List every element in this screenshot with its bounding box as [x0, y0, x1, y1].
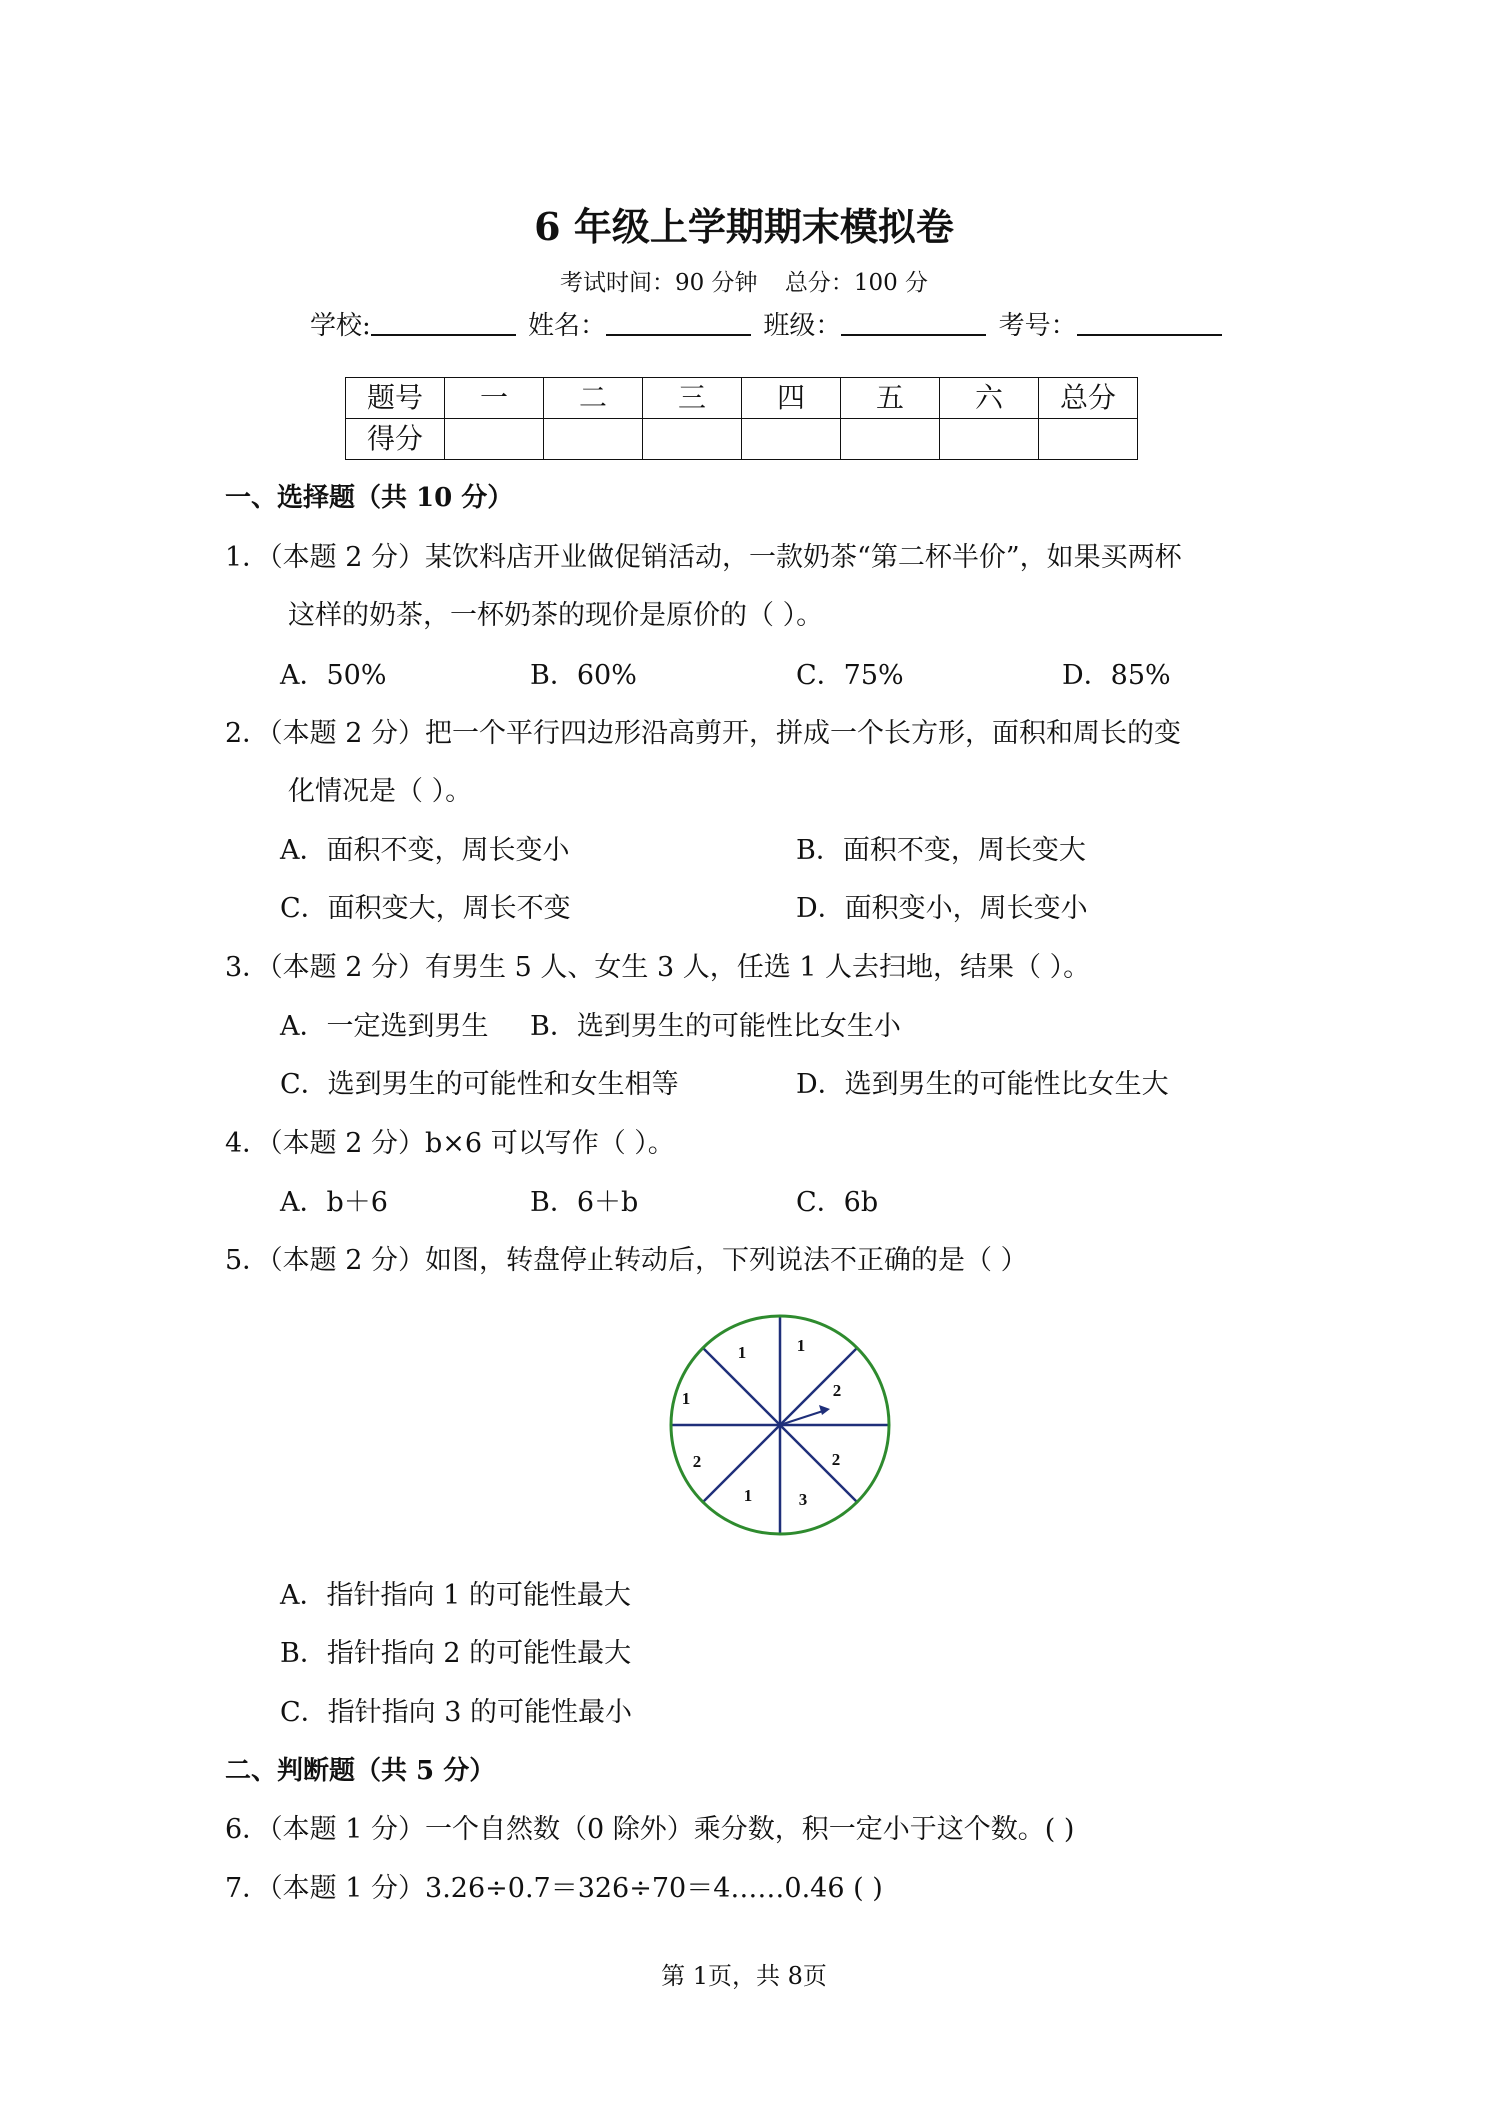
school-label: 学校: — [310, 311, 371, 341]
question-3-line-1: 3．（本题 2 分）有男生 5 人、女生 3 人，任选 1 人去扫地，结果（ ）。 — [225, 952, 1091, 983]
spinner-figure — [660, 1305, 900, 1545]
exam-number-label: 考号： — [998, 311, 1077, 341]
score-table-cell: 总分 — [1039, 378, 1138, 419]
score-table-cell: 四 — [742, 378, 841, 419]
score-table-cell: 五 — [841, 378, 940, 419]
question-2-option-a[interactable]: A．面积不变，周长变小 — [280, 835, 570, 866]
spinner-number: 1 — [796, 1336, 806, 1355]
question-4-line-1: 4．（本题 2 分）b×6 可以写作（ ）。 — [225, 1128, 675, 1159]
score-table-cell: 六 — [940, 378, 1039, 419]
score-entry-cell[interactable] — [544, 419, 643, 460]
score-entry-cell[interactable] — [445, 419, 544, 460]
score-entry-cell[interactable] — [940, 419, 1039, 460]
pointer-arrow-icon — [819, 1405, 830, 1415]
score-table-cell: 一 — [445, 378, 544, 419]
school-blank[interactable] — [371, 310, 516, 336]
spinner-number: 1 — [737, 1343, 747, 1362]
spinner-number: 2 — [832, 1381, 842, 1400]
question-3-option-c[interactable]: C．选到男生的可能性和女生相等 — [280, 1069, 679, 1100]
question-2-line-2: 化情况是（ ）。 — [288, 776, 473, 807]
section-heading-judgement: 二、判断题（共 5 分） — [225, 1756, 496, 1786]
score-table-cell: 三 — [643, 378, 742, 419]
spinner-number: 1 — [681, 1389, 691, 1408]
question-4-option-c[interactable]: C．6b — [796, 1187, 879, 1218]
question-3-option-d[interactable]: D．选到男生的可能性比女生大 — [796, 1069, 1169, 1100]
score-table-cell: 二 — [544, 378, 643, 419]
score-entry-cell[interactable] — [841, 419, 940, 460]
question-7-line-1: 7．（本题 1 分）3.26÷0.7＝326÷70＝4……0.46 ( ) — [225, 1873, 883, 1904]
class-blank[interactable] — [841, 310, 986, 336]
question-2-line-1: 2．（本题 2 分）把一个平行四边形沿高剪开，拼成一个长方形，面积和周长的变 — [225, 718, 1182, 749]
score-table-cell: 题号 — [346, 378, 445, 419]
exam-info — [0, 264, 1488, 297]
spinner-number: 2 — [831, 1450, 841, 1469]
question-1-option-b[interactable]: B．60% — [530, 660, 637, 691]
score-entry-cell[interactable] — [1039, 419, 1138, 460]
class-label: 班级： — [763, 311, 842, 341]
question-5-option-b[interactable]: B．指针指向 2 的可能性最大 — [280, 1638, 632, 1669]
question-1-option-d[interactable]: D．85% — [1062, 660, 1171, 691]
question-4-option-b[interactable]: B．6＋b — [530, 1187, 639, 1218]
question-1-line-1: 1．（本题 2 分）某饮料店开业做促销活动，一款奶茶“第二杯半价”，如果买两杯 — [225, 542, 1182, 573]
score-table-cell: 得分 — [346, 419, 445, 460]
spinner-pointer — [780, 1405, 830, 1425]
spinner-number: 2 — [692, 1452, 702, 1471]
score-table — [345, 377, 1138, 460]
score-table-header-row — [346, 378, 1138, 419]
question-3-option-b[interactable]: B．选到男生的可能性比女生小 — [530, 1011, 901, 1042]
question-2-option-c[interactable]: C．面积变大，周长不变 — [280, 893, 571, 924]
exam-number-blank[interactable] — [1077, 310, 1222, 336]
page-footer: 第 1页，共 8页 — [661, 1962, 827, 1990]
section-heading-choice: 一、选择题（共 10 分） — [225, 483, 514, 513]
question-5-option-a[interactable]: A．指针指向 1 的可能性最大 — [280, 1580, 631, 1611]
name-label: 姓名： — [528, 311, 607, 341]
spinner-number: 1 — [743, 1486, 753, 1505]
score-table-score-row — [346, 419, 1138, 460]
question-1-option-a[interactable]: A．50% — [280, 660, 387, 691]
question-2-option-b[interactable]: B．面积不变，周长变大 — [796, 835, 1086, 866]
question-5-option-c[interactable]: C．指针指向 3 的可能性最小 — [280, 1697, 633, 1728]
exam-total-score: 总分：100 分 — [784, 270, 929, 296]
question-3-option-a[interactable]: A．一定选到男生 — [280, 1011, 489, 1042]
question-1-line-2: 这样的奶茶，一杯奶茶的现价是原价的（ ）。 — [288, 600, 824, 631]
question-6-line-1: 6．（本题 1 分）一个自然数（0 除外）乘分数，积一定小于这个数。( ) — [225, 1814, 1075, 1845]
name-blank[interactable] — [606, 310, 751, 336]
exam-time: 考试时间：90 分钟 — [559, 270, 758, 296]
spinner-number: 3 — [798, 1490, 808, 1509]
score-entry-cell[interactable] — [643, 419, 742, 460]
question-1-option-c[interactable]: C．75% — [796, 660, 904, 691]
score-entry-cell[interactable] — [742, 419, 841, 460]
student-info-line — [310, 305, 1226, 342]
question-5-line-1: 5．（本题 2 分）如图，转盘停止转动后，下列说法不正确的是（ ） — [225, 1245, 1028, 1276]
page-title: 6 年级上学期期末模拟卷 — [534, 204, 954, 249]
question-4-option-a[interactable]: A．b＋6 — [280, 1187, 388, 1218]
question-2-option-d[interactable]: D．面积变小，周长变小 — [796, 893, 1088, 924]
